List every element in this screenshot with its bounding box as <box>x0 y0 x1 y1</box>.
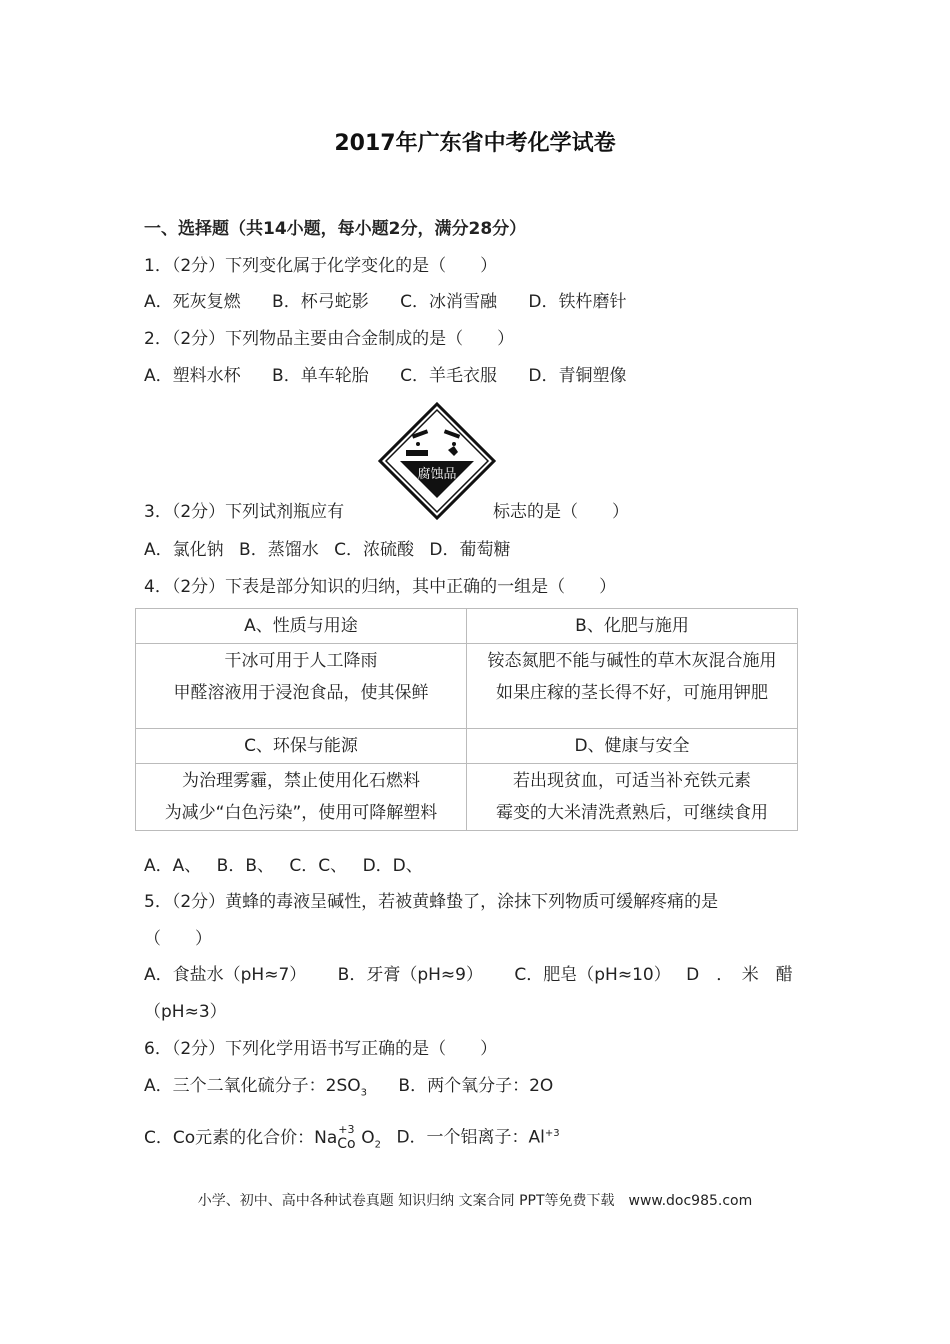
question-5-options-cont: （pH≈3） <box>144 1002 227 1022</box>
option-a[interactable] <box>144 1074 367 1105</box>
option-d[interactable]: D．青铜塑像 <box>528 366 627 386</box>
option-c-text: C．Co元素的化合价：Na <box>144 1127 338 1148</box>
question-3-stem-before: 3．（2分）下列试剂瓶应有 <box>144 502 345 522</box>
superscript: +3 <box>544 1128 560 1139</box>
sign-label: 腐蚀品 <box>417 467 457 482</box>
question-4-stem: 4．（2分）下表是部分知识的归纳，其中正确的一组是（ ） <box>144 577 617 597</box>
option-b[interactable]: B．牙膏（pH≈9） <box>337 965 483 985</box>
option-b[interactable]: B．蒸馏水 <box>239 540 319 560</box>
option-c[interactable]: C．冰消雪融 <box>400 292 497 312</box>
option-c[interactable]: C．C、 <box>289 856 348 876</box>
option-b[interactable]: B．两个氧分子：2O <box>398 1076 554 1096</box>
cell-line: 干冰可用于人工降雨 <box>224 651 378 671</box>
cell-c-body <box>136 764 467 831</box>
question-5-stem: 5．（2分）黄蜂的毒液呈碱性，若被黄蜂蛰了，涂抹下列物质可缓解疼痛的是 <box>144 892 719 912</box>
option-c-tail: O <box>361 1127 375 1148</box>
question-5-options <box>144 963 803 987</box>
cell-line: 铵态氮肥不能与碱性的草木灰混合施用 <box>487 651 777 671</box>
cell-a-head: A、性质与用途 <box>136 609 467 644</box>
option-d[interactable]: D．D、 <box>362 856 423 876</box>
question-6-options-cd <box>144 1122 586 1157</box>
page-footer: 小学、初中、高中各种试卷真题 知识归纳 文案合同 PPT等免费下载 www.doc985.com <box>197 1193 753 1209</box>
question-1-stem: 1．（2分）下列变化属于化学变化的是（ ） <box>144 256 498 276</box>
cell-line: 霉变的大米清洗煮熟后，可继续食用 <box>496 803 768 823</box>
option-a[interactable]: A．死灰复燃 <box>144 292 241 312</box>
valence-element: Co <box>337 1135 356 1152</box>
question-2-stem: 2．（2分）下列物品主要由合金制成的是（ ） <box>144 329 515 349</box>
cell-d-head: D、健康与安全 <box>467 729 798 764</box>
knowledge-table <box>135 608 798 831</box>
option-b[interactable]: B．单车轮胎 <box>272 366 369 386</box>
question-1-options <box>144 290 653 314</box>
option-d[interactable] <box>396 1122 559 1150</box>
cell-line: 若出现贫血，可适当补充铁元素 <box>513 771 751 791</box>
subscript: 2 <box>374 1139 382 1151</box>
option-d[interactable]: D ． 米 醋 <box>686 965 793 985</box>
option-a[interactable]: A．A、 <box>144 856 202 876</box>
cell-b-head: B、化肥与施用 <box>467 609 798 644</box>
option-a[interactable]: A．塑料水杯 <box>144 366 241 386</box>
page-title: 2017年广东省中考化学试卷 <box>334 131 616 156</box>
option-a[interactable]: A．氯化钠 <box>144 540 224 560</box>
valence-value: +3 <box>338 1122 355 1136</box>
question-5-stem-cont: （ ） <box>144 929 212 949</box>
question-4-options <box>144 854 433 878</box>
question-3-options <box>144 538 521 562</box>
cell-line: 甲醛溶液用于浸泡食品，使其保鲜 <box>173 683 429 703</box>
question-2-options <box>144 364 653 388</box>
corrosive-hazard-icon <box>378 402 496 520</box>
cell-line: 如果庄稼的茎长得不好，可施用钾肥 <box>496 683 768 703</box>
section-heading: 一、选择题（共14小题，每小题2分，满分28分） <box>144 219 527 239</box>
subscript: 3 <box>360 1087 367 1099</box>
option-b[interactable]: B．杯弓蛇影 <box>272 292 369 312</box>
question-6-stem: 6．（2分）下列化学用语书写正确的是（ ） <box>144 1039 498 1059</box>
valence-mark <box>337 1122 361 1152</box>
cell-b-body <box>467 644 798 729</box>
cell-c-head: C、环保与能源 <box>136 729 467 764</box>
question-6-options-ab <box>144 1074 579 1105</box>
option-d[interactable]: D．铁杵磨针 <box>528 292 627 312</box>
cell-d-body <box>467 764 798 831</box>
cell-line: 为减少“白色污染”，使用可降解塑料 <box>164 803 438 823</box>
cell-line: 为治理雾霾，禁止使用化石燃料 <box>182 771 420 791</box>
option-d-text: D．一个铝离子：Al <box>396 1127 545 1148</box>
option-c[interactable]: C．肥皂（pH≈10） <box>514 965 671 985</box>
option-c[interactable]: C．浓硫酸 <box>334 540 414 560</box>
option-a-text: A．三个二氧化硫分子：2SO <box>144 1076 361 1096</box>
question-3-stem <box>144 500 344 524</box>
question-3-stem-after: 标志的是（ ） <box>493 502 629 522</box>
option-b[interactable]: B．B、 <box>216 856 274 876</box>
option-c[interactable]: C．羊毛衣服 <box>400 366 497 386</box>
option-a[interactable]: A．食盐水（pH≈7） <box>144 965 307 985</box>
cell-a-body <box>136 644 467 729</box>
option-d[interactable]: D．葡萄糖 <box>429 540 511 560</box>
option-c[interactable] <box>144 1122 382 1157</box>
